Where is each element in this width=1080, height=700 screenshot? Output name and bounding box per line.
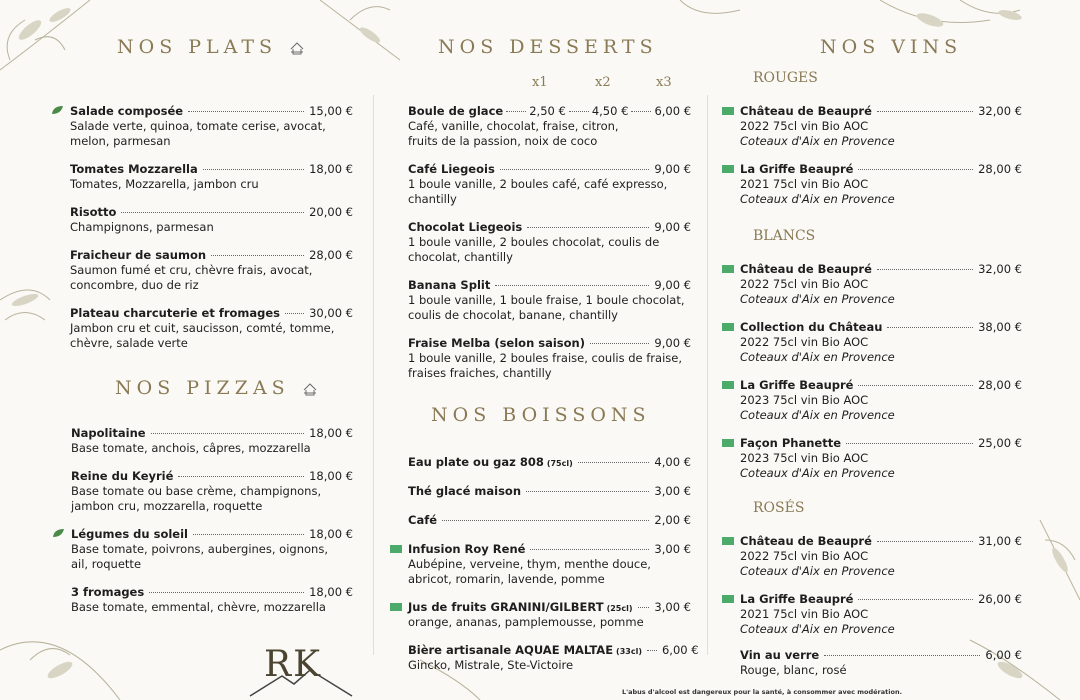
item-name: Façon Phanette [740,436,842,450]
plats-title-text: NOS PLATS [117,36,278,58]
item-name: Fraicheur de saumon [70,248,207,262]
wine-item [740,592,1022,636]
leader-dots [188,111,304,112]
item-desc: chèvre, salade verte [70,335,188,350]
item-desc: coulis de chocolat, banane, chantilly [408,307,618,322]
item-price: 31,00 € [978,534,1022,548]
item-desc: 1 boule vanille, 2 boules fraise, coulis de fraise, [408,351,683,365]
wine-item [740,436,1022,480]
wine-item [740,320,1022,364]
leader-dots [578,462,650,463]
menu-item [408,484,691,499]
item-desc: 1 boule vanille, 1 boule fraise, 1 boule chocolat, [408,293,685,307]
item-desc: Salade verte, quinoa, tomate cerise, avocat, [70,119,326,133]
wine-item [740,534,1022,578]
item-name: Tomates Mozzarella [70,162,198,176]
item-price: 18,00 € [309,426,353,440]
item-price-x1: 2,50 € [529,104,566,118]
item-price: 28,00 € [978,378,1022,392]
leader-dots [526,491,649,492]
pizzas-title [115,377,317,399]
item-name: Château de Beaupré [740,534,872,548]
wine-item [740,262,1022,306]
menu-item [408,542,691,586]
item-name: Chocolat Liegeois [408,220,523,234]
item-name: Salade composée [70,104,184,118]
wine-origin: Coteaux d'Aix en Provence [740,621,895,636]
plats-title [117,36,304,58]
wine-details: 2022 75cl vin Bio AOC [740,549,869,563]
local-product-marker [722,165,734,173]
item-desc: Base tomate, emmental, chèvre, mozzarella [71,600,326,614]
wine-details: 2022 75cl vin Bio AOC [740,119,869,133]
wine-origin: Coteaux d'Aix en Provence [740,191,895,206]
item-desc: ail, roquette [71,556,142,571]
item-name: Boule de glace [408,104,504,118]
wine-origin: Coteaux d'Aix en Provence [740,407,895,422]
item-desc: Base tomate, poivrons, aubergines, oignons, [71,542,328,556]
wine-origin: Coteaux d'Aix en Provence [740,291,895,306]
item-price: 3,00 € [654,484,691,498]
local-product-marker [722,107,734,115]
item-price: 9,00 € [654,220,691,234]
item-price: 18,00 € [309,527,353,541]
item-desc: Jambon cru et cuit, saucisson, comté, tomme, [70,321,335,335]
item-desc: Tomates, Mozzarella, jambon cru [70,177,259,191]
leader-dots [877,541,973,542]
item-desc: Champignons, parmesan [70,220,214,234]
item-price: 18,00 € [309,162,353,176]
item-price: 32,00 € [978,104,1022,118]
wine-details: 2021 75cl vin Bio AOC [740,177,869,191]
wine-item [740,648,1022,678]
menu-item [71,469,353,513]
leader-dots [858,599,973,600]
item-name: Banana Split [408,278,491,292]
column-divider [707,95,708,655]
menu-item [408,600,691,630]
item-price: 38,00 € [978,320,1022,334]
leader-dots [285,313,304,314]
roses-subtitle: ROSÉS [753,500,805,516]
logo-monogram: RK [264,644,322,685]
item-volume: (75cl) [546,459,573,468]
item-desc: Base tomate ou base crème, champignons, [71,484,322,498]
wine-item [740,104,1022,148]
item-desc: chantilly [408,191,457,206]
logo [246,646,356,700]
item-desc: abricot, romarin, lavende, pomme [408,571,605,586]
local-product-marker [390,545,402,553]
item-desc: fraises fraiches, chantilly [408,365,552,380]
alcohol-warning: L'abus d'alcool est dangereux pour la santé, à consommer avec modération. [622,688,903,696]
desserts-title: NOS DESSERTS [438,36,658,58]
item-price-x3: 6,00 € [654,104,692,118]
item-price-x2: 4,50 € [591,104,629,118]
menu-item [408,220,691,264]
oven-icon [303,382,317,396]
item-name: Château de Beaupré [740,262,872,276]
item-name: 3 fromages [71,585,145,599]
column-divider [373,95,374,655]
item-price: 2,00 € [654,513,691,527]
item-name: Thé glacé maison [408,484,522,498]
leader-dots [846,443,973,444]
item-price: 15,00 € [309,104,353,118]
item-price: 9,00 € [654,162,691,176]
item-price: 30,00 € [309,306,353,320]
item-volume: (25cl) [606,604,633,613]
item-price: 9,00 € [654,336,691,350]
menu-item [408,162,691,206]
item-desc: jambon cru, mozzarella, roquette [71,498,263,513]
leader-dots [527,227,649,228]
menu-item [70,162,353,192]
leader-dots [506,111,526,112]
menu-item [408,278,691,322]
item-desc: concombre, duo de riz [70,277,199,292]
item-desc: Saumon fumé et cru, chèvre frais, avocat, [70,263,313,277]
item-name: Reine du Keyrié [71,469,174,483]
menu-item [71,426,353,456]
wine-details: 2022 75cl vin Bio AOC [740,277,869,291]
leader-dots [193,534,304,535]
leader-dots [500,169,650,170]
menu-item [70,306,353,350]
item-price: 18,00 € [309,469,353,483]
item-name: Café [408,513,438,527]
leader-dots [877,111,973,112]
item-price: 20,00 € [309,205,353,219]
boissons-title: NOS BOISSONS [431,404,651,426]
leader-dots [824,655,980,656]
menu-item [408,643,699,673]
item-desc: 1 boule vanille, 2 boules chocolat, coulis de [408,235,660,249]
item-name: Jus de fruits GRANINI/GILBERT [408,600,604,614]
wine-origin: Coteaux d'Aix en Provence [740,349,895,364]
leader-dots [178,476,304,477]
item-price: 32,00 € [978,262,1022,276]
item-desc: Aubépine, verveine, thym, menthe douce, [408,557,651,571]
item-name: Légumes du soleil [71,527,188,541]
item-volume: (33cl) [616,647,642,656]
local-product-marker [722,265,734,273]
menu-item [70,248,353,292]
item-name: Eau plate ou gaz 808 [408,455,544,469]
wine-details: 2023 75cl vin Bio AOC [740,393,869,407]
leader-dots [590,343,649,344]
menu-item [71,527,353,571]
leader-dots [151,433,305,434]
item-name: Plateau charcuterie et fromages [70,306,281,320]
item-price: 28,00 € [978,162,1022,176]
item-name: Café Liegeois [408,162,495,176]
wine-origin: Coteaux d'Aix en Provence [740,465,895,480]
leader-dots [149,592,304,593]
item-price: 4,00 € [654,455,691,469]
multiplier-x2: x2 [595,75,611,90]
item-price: 3,00 € [654,600,691,614]
item-price: 3,00 € [654,542,691,556]
leaf-icon [52,528,65,538]
leader-dots [887,327,973,328]
wine-item [740,162,1022,206]
item-name: Bière artisanale AQUAE MALTAE [408,643,614,657]
item-desc: Gincko, Mistrale, Ste-Victoire [408,658,574,672]
item-name: Risotto [70,205,117,219]
wine-details: 2022 75cl vin Bio AOC [740,335,869,349]
local-product-marker [722,381,734,389]
item-name: La Griffe Beaupré [740,378,854,392]
leader-dots [211,255,304,256]
local-product-marker [722,595,734,603]
item-desc: chocolat, chantilly [408,249,513,264]
blancs-subtitle: BLANCS [753,228,816,244]
menu-item [71,585,353,615]
leader-dots [858,169,973,170]
pizzas-title-text: NOS PIZZAS [115,377,290,399]
wine-item [740,378,1022,422]
item-price: 25,00 € [978,436,1022,450]
vins-title: NOS VINS [820,36,963,58]
leader-dots [858,385,973,386]
menu-item [408,513,691,528]
menu-item [408,104,691,148]
item-name: La Griffe Beaupré [740,592,854,606]
leader-dots [121,212,304,213]
item-name: Vin au verre [740,648,820,662]
menu-item [70,205,353,235]
wine-details: 2023 75cl vin Bio AOC [740,451,869,465]
local-product-marker [722,439,734,447]
local-product-marker [722,323,734,331]
item-price: 6,00 € [661,643,699,657]
item-desc: Rouge, blanc, rosé [740,663,847,677]
item-name: Infusion Roy René [408,542,526,556]
item-price: 26,00 € [978,592,1022,606]
item-desc: melon, parmesan [70,133,171,148]
item-name: Château de Beaupré [740,104,872,118]
menu-item [70,104,353,148]
leader-dots [647,650,657,651]
item-desc: 1 boule vanille, 2 boules café, café expresso, [408,177,668,191]
item-desc: fruits de la passion, noix de coco [408,133,598,148]
item-name: Collection du Château [740,320,883,334]
wine-origin: Coteaux d'Aix en Provence [740,563,895,578]
leader-dots [638,607,650,608]
leader-dots [530,549,649,550]
item-desc: Base tomate, anchois, câpres, mozzarella [71,441,311,455]
item-name: Fraise Melba (selon saison) [408,336,585,350]
item-desc: Café, vanille, chocolat, fraise, citron, [408,119,619,133]
item-desc: orange, ananas, pamplemousse, pomme [408,615,644,629]
rouges-subtitle: ROUGES [753,70,818,86]
multiplier-x3: x3 [656,75,672,90]
item-name: La Griffe Beaupré [740,162,854,176]
leaf-icon [51,105,64,115]
leader-dots [877,269,973,270]
item-price: 6,00 € [985,648,1022,662]
item-price: 28,00 € [309,248,353,262]
leader-dots [569,111,589,112]
wine-details: 2021 75cl vin Bio AOC [740,607,869,621]
item-price: 9,00 € [654,278,691,292]
wine-origin: Coteaux d'Aix en Provence [740,133,895,148]
menu-item [408,336,691,380]
vegetarian-icon [290,41,304,55]
local-product-marker [722,537,734,545]
leader-dots [631,111,651,112]
multiplier-x1: x1 [532,75,548,90]
item-price: 18,00 € [309,585,353,599]
leader-dots [442,520,649,521]
leader-dots [495,285,649,286]
menu-item [408,455,691,470]
local-product-marker [390,603,402,611]
item-name: Napolitaine [71,426,146,440]
leader-dots [203,169,304,170]
